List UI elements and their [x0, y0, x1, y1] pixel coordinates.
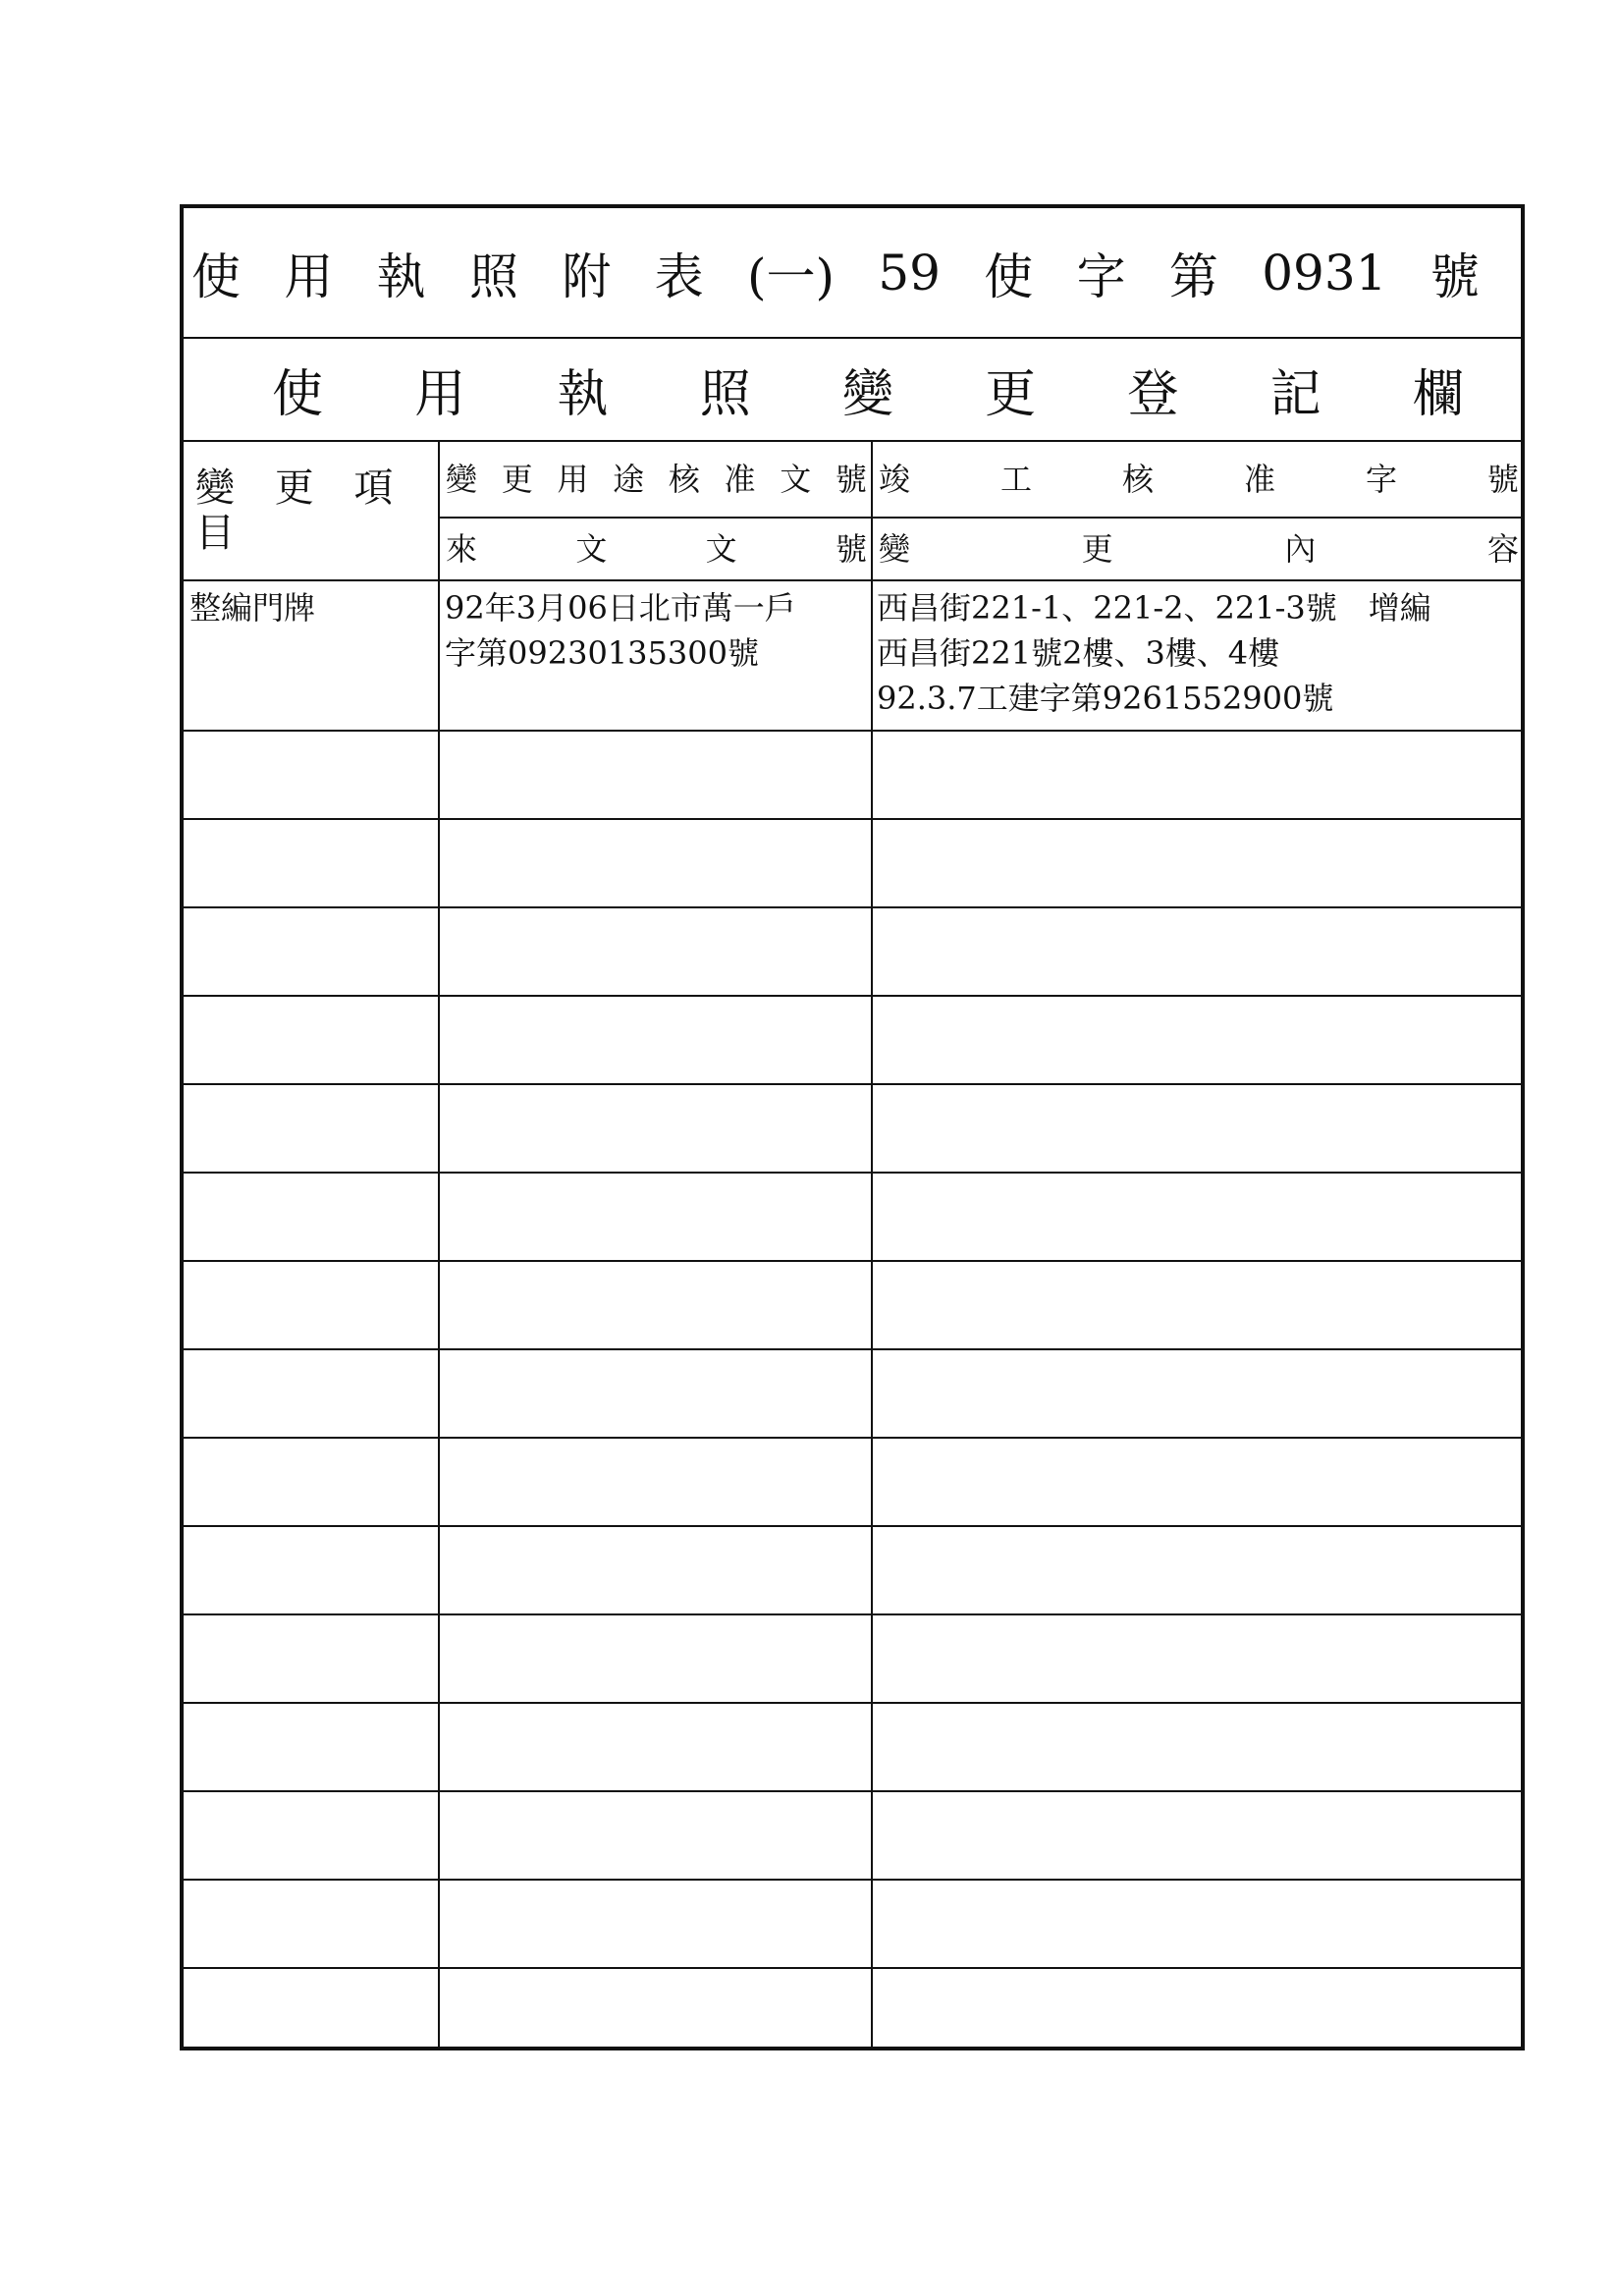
column-divider — [438, 442, 440, 2047]
header-char: 號 — [835, 530, 867, 568]
row-divider — [184, 1613, 1521, 1615]
form-subtitle — [184, 339, 1521, 442]
row-divider — [184, 1967, 1521, 1969]
title-char: 59 — [878, 244, 941, 301]
header-char: 變 — [879, 530, 911, 568]
entry-change-content — [877, 585, 1521, 721]
header-char: 竣 — [879, 461, 911, 498]
row-divider — [184, 818, 1521, 820]
row-divider — [184, 1525, 1521, 1527]
header-char: 來 — [446, 530, 478, 568]
title-char: 字 — [1076, 247, 1126, 305]
subtitle-char: 使 — [272, 365, 324, 424]
title-char: 使 — [984, 247, 1034, 305]
title-char: 表 — [654, 247, 704, 305]
header-char: 容 — [1486, 530, 1519, 568]
header-char: 文 — [575, 530, 608, 568]
header-approval-no — [440, 442, 871, 517]
form-title — [184, 208, 1521, 339]
header-change-item — [184, 442, 438, 579]
header-char: 途 — [613, 461, 645, 498]
header-char: 內 — [1284, 530, 1317, 568]
row-divider — [184, 1083, 1521, 1085]
header-char: 文 — [780, 461, 812, 498]
title-char: 號 — [1429, 247, 1480, 305]
entry-doc-line: 92年3月06日北市萬一戶 — [445, 589, 796, 627]
subtitle-char: 更 — [985, 365, 1037, 424]
column-divider — [871, 442, 873, 2047]
title-char: 用 — [284, 247, 334, 305]
header-char: 號 — [1486, 461, 1519, 498]
subtitle-char: 用 — [414, 365, 466, 424]
subtitle-char: 登 — [1127, 365, 1179, 424]
header-char: 文 — [705, 530, 737, 568]
row-divider — [184, 1260, 1521, 1262]
header-bottom-line — [184, 579, 1521, 581]
entry-content-line: 92.3.7工建字第9261552900號 — [877, 680, 1334, 717]
title-char: 執 — [376, 247, 426, 305]
entry-content-line: 西昌街221-1、221-2、221-3號 增編 — [877, 589, 1431, 627]
header-change-content — [873, 519, 1523, 579]
header-char: 工 — [999, 461, 1032, 498]
title-char: 附 — [562, 247, 612, 305]
row-divider — [184, 906, 1521, 908]
row-divider — [184, 1172, 1521, 1174]
header-char: 號 — [835, 461, 867, 498]
subtitle-char: 欄 — [1412, 365, 1464, 424]
subtitle-char: 照 — [699, 365, 751, 424]
entry-doc-line: 字第09230135300號 — [445, 634, 759, 672]
entry-doc-number — [445, 585, 869, 676]
title-char: (一) — [746, 247, 835, 305]
row-divider — [184, 1879, 1521, 1881]
title-char: 使 — [191, 247, 241, 305]
header-change-item-label: 變 更 項 目 — [195, 465, 407, 556]
header-char: 用 — [557, 461, 589, 498]
row-divider — [184, 995, 1521, 997]
header-char: 變 — [446, 461, 478, 498]
header-completion-no — [873, 442, 1523, 517]
subtitle-char: 記 — [1269, 365, 1321, 424]
row-divider — [184, 1348, 1521, 1350]
subtitle-char: 執 — [557, 365, 609, 424]
title-char: 照 — [468, 247, 518, 305]
header-char: 准 — [724, 461, 756, 498]
header-char: 准 — [1243, 461, 1275, 498]
row-divider — [184, 730, 1521, 732]
header-char: 核 — [668, 461, 700, 498]
header-incoming-no — [440, 519, 871, 579]
records-table — [184, 442, 1521, 2047]
header-char: 更 — [501, 461, 533, 498]
entry-content-line: 西昌街221號2樓、3樓、4樓 — [877, 634, 1280, 672]
title-char: 0931 — [1262, 244, 1387, 301]
row-divider — [184, 1702, 1521, 1704]
header-char: 更 — [1081, 530, 1113, 568]
title-char: 第 — [1168, 247, 1218, 305]
row-divider — [184, 1437, 1521, 1439]
entry-item-text: 整編門牌 — [189, 589, 316, 627]
subtitle-char: 變 — [841, 365, 893, 424]
header-char: 字 — [1365, 461, 1397, 498]
license-attachment-form — [180, 204, 1525, 2050]
header-char: 核 — [1121, 461, 1154, 498]
entry-item — [189, 585, 435, 630]
row-divider — [184, 1790, 1521, 1792]
